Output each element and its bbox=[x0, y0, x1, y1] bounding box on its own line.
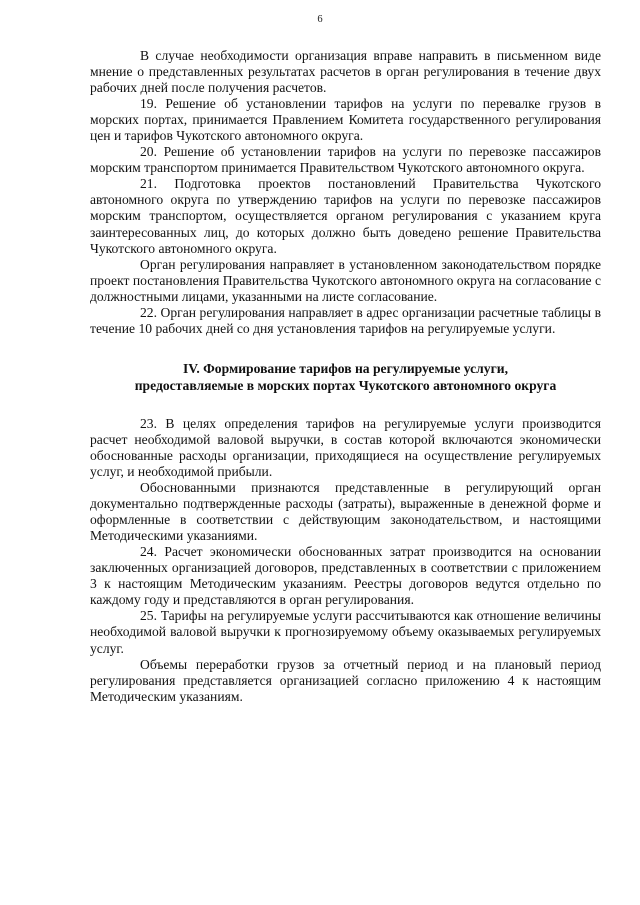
paragraph-22: 22. Орган регулирования направляет в адрес организации расчетные таблицы в течение 10 рабочих дней со дня установления тарифов на регулируемые услуги. bbox=[90, 304, 601, 336]
paragraph-response-opinion: В случае необходимости организация вправе направить в письменном виде мнение о представленных результатах расчетов в орган регулирования в течение двух рабочих дней после получения расчетов. bbox=[90, 48, 601, 96]
document-body bbox=[90, 48, 601, 705]
paragraph-19: 19. Решение об установлении тарифов на услуги по перевалке грузов в морских портах, принимается Правлением Комитета государственного регулирования цен и тарифов Чукотского автономного округа. bbox=[90, 96, 601, 144]
paragraph-23-justified-costs: Обоснованными признаются представленные в регулирующий орган документально подтвержденные расходы (затраты), выраженные в денежной форме и оформленные в соответствии с действующим законодательством, и настоящими Методическими указаниями. bbox=[90, 480, 601, 544]
paragraph-25: 25. Тарифы на регулируемые услуги рассчитываются как отношение величины необходимой валовой выручки к прогнозируемому объему оказываемых регулируемых услуг. bbox=[90, 608, 601, 656]
paragraph-21-approval: Орган регулирования направляет в установленном законодательством порядке проект постановления Правительства Чукотского автономного округа на согласование с должностными лицами, указанными на листе согласование. bbox=[90, 256, 601, 304]
paragraph-25-volumes: Объемы переработки грузов за отчетный период и на плановый период регулирования представляется организацией согласно приложению 4 к настоящим Методическим указаниям. bbox=[90, 656, 601, 704]
section-heading-line-2: предоставляемые в морских портах Чукотского автономного округа bbox=[134, 377, 557, 393]
paragraph-20: 20. Решение об установлении тарифов на услуги по перевозке пассажиров морским транспортом принимается Правительством Чукотского автономного округа. bbox=[90, 144, 601, 176]
section-heading bbox=[90, 360, 601, 394]
paragraph-21: 21. Подготовка проектов постановлений Правительства Чукотского автономного округа по утверждению тарифов на услуги по перевозке пассажиров морским транспортом, осуществляется органом регулирования с указанием круга заинтересованных лиц, до которых должно быть доведено решение Правительства Чукотского автономного округа. bbox=[90, 176, 601, 256]
paragraph-23: 23. В целях определения тарифов на регулируемые услуги производится расчет необходимой валовой выручки, в состав которой включаются экономически обоснованные расходы организации, приходящиеся на осуществление регулируемых услуг, и необходимой прибыли. bbox=[90, 415, 601, 479]
paragraph-24: 24. Расчет экономически обоснованных затрат производится на основании заключенных организацией договоров, представленных в соответствии с приложением 3 к настоящим Методическим указаниям. Реестры договоров ведутся отдельно по каждому году и представляются в орган регулирования. bbox=[90, 544, 601, 608]
page-number: 6 bbox=[317, 14, 323, 25]
section-heading-line-1: IV. Формирование тарифов на регулируемые услуги, bbox=[182, 360, 508, 376]
